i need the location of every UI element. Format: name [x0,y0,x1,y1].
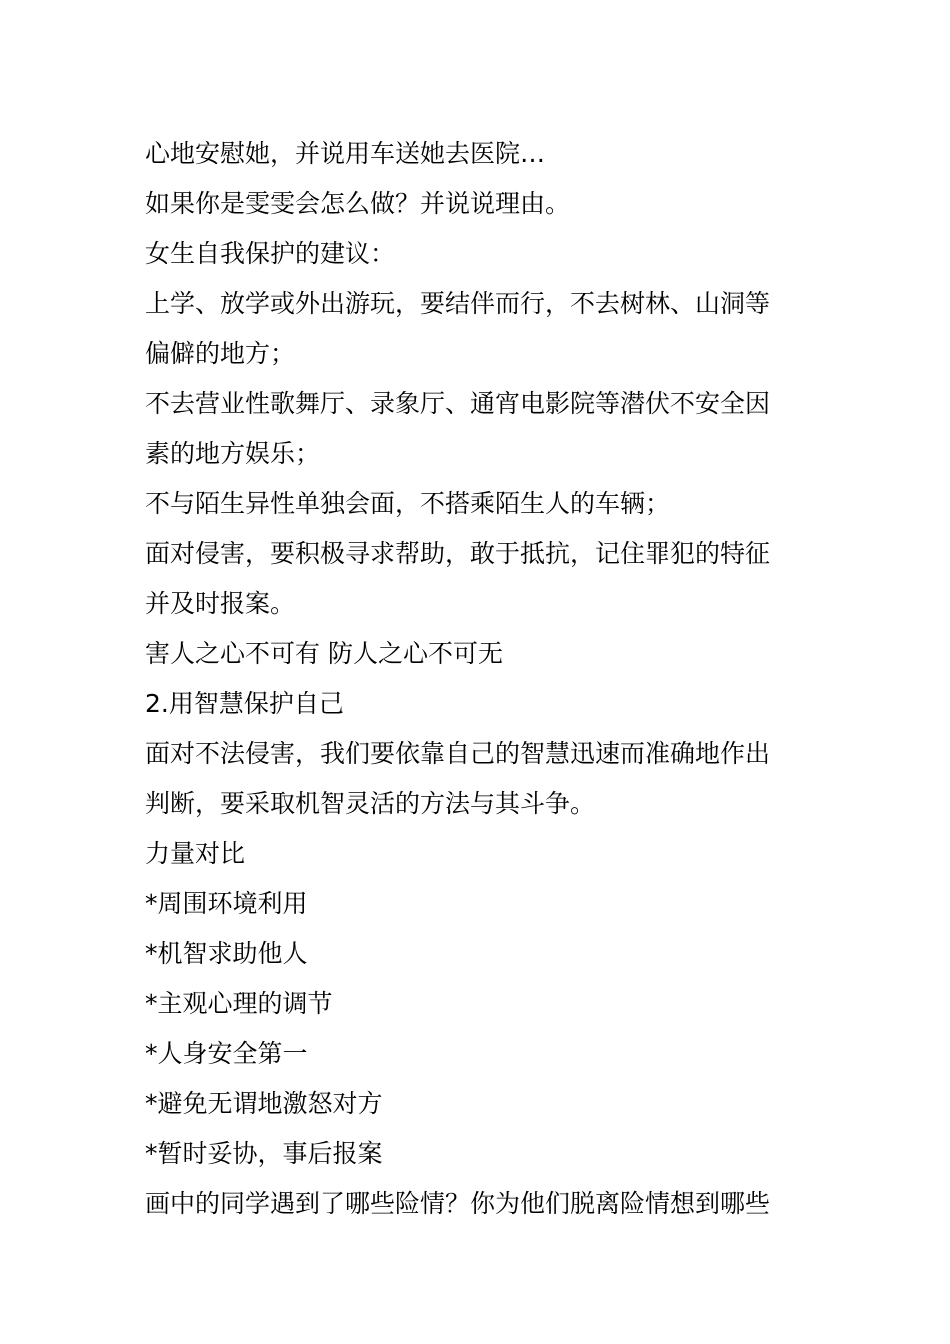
text-line: 偏僻的地方； [145,339,296,368]
section-heading: 2.用智慧保护自己 [145,689,344,718]
text-line: 女生自我保护的建议： [145,239,396,268]
list-item: *周围环境利用 [145,889,308,918]
text-line: 害人之心不可有 防人之心不可无 [145,639,503,668]
list-item: *机智求助他人 [145,939,308,968]
text-line: 如果你是雯雯会怎么做？并说说理由。 [145,189,571,218]
text-line: 并及时报案。 [145,589,296,618]
text-line: 素的地方娱乐； [145,439,321,468]
text-line: 面对侵害，要积极寻求帮助，敢于抵抗，记住罪犯的特征 [145,539,771,568]
list-item: *避免无谓地激怒对方 [145,1089,383,1118]
text-line: 不去营业性歌舞厅、录象厅、通宵电影院等潜伏不安全因 [145,389,771,418]
document-body [145,129,815,1229]
text-line: 面对不法侵害，我们要依靠自己的智慧迅速而准确地作出 [145,739,771,768]
text-line: 画中的同学遇到了哪些险情？你为他们脱离险情想到哪些 [145,1189,771,1218]
text-line: 心地安慰她，并说用车送她去医院… [145,139,546,168]
list-item: *人身安全第一 [145,1039,308,1068]
list-item: *主观心理的调节 [145,989,333,1018]
list-item: *暂时妥协，事后报案 [145,1139,383,1168]
text-line: 上学、放学或外出游玩，要结伴而行，不去树林、山洞等 [145,289,771,318]
text-line: 不与陌生异性单独会面，不搭乘陌生人的车辆； [145,489,671,518]
text-line: 力量对比 [145,839,246,868]
text-line: 判断，要采取机智灵活的方法与其斗争。 [145,789,596,818]
